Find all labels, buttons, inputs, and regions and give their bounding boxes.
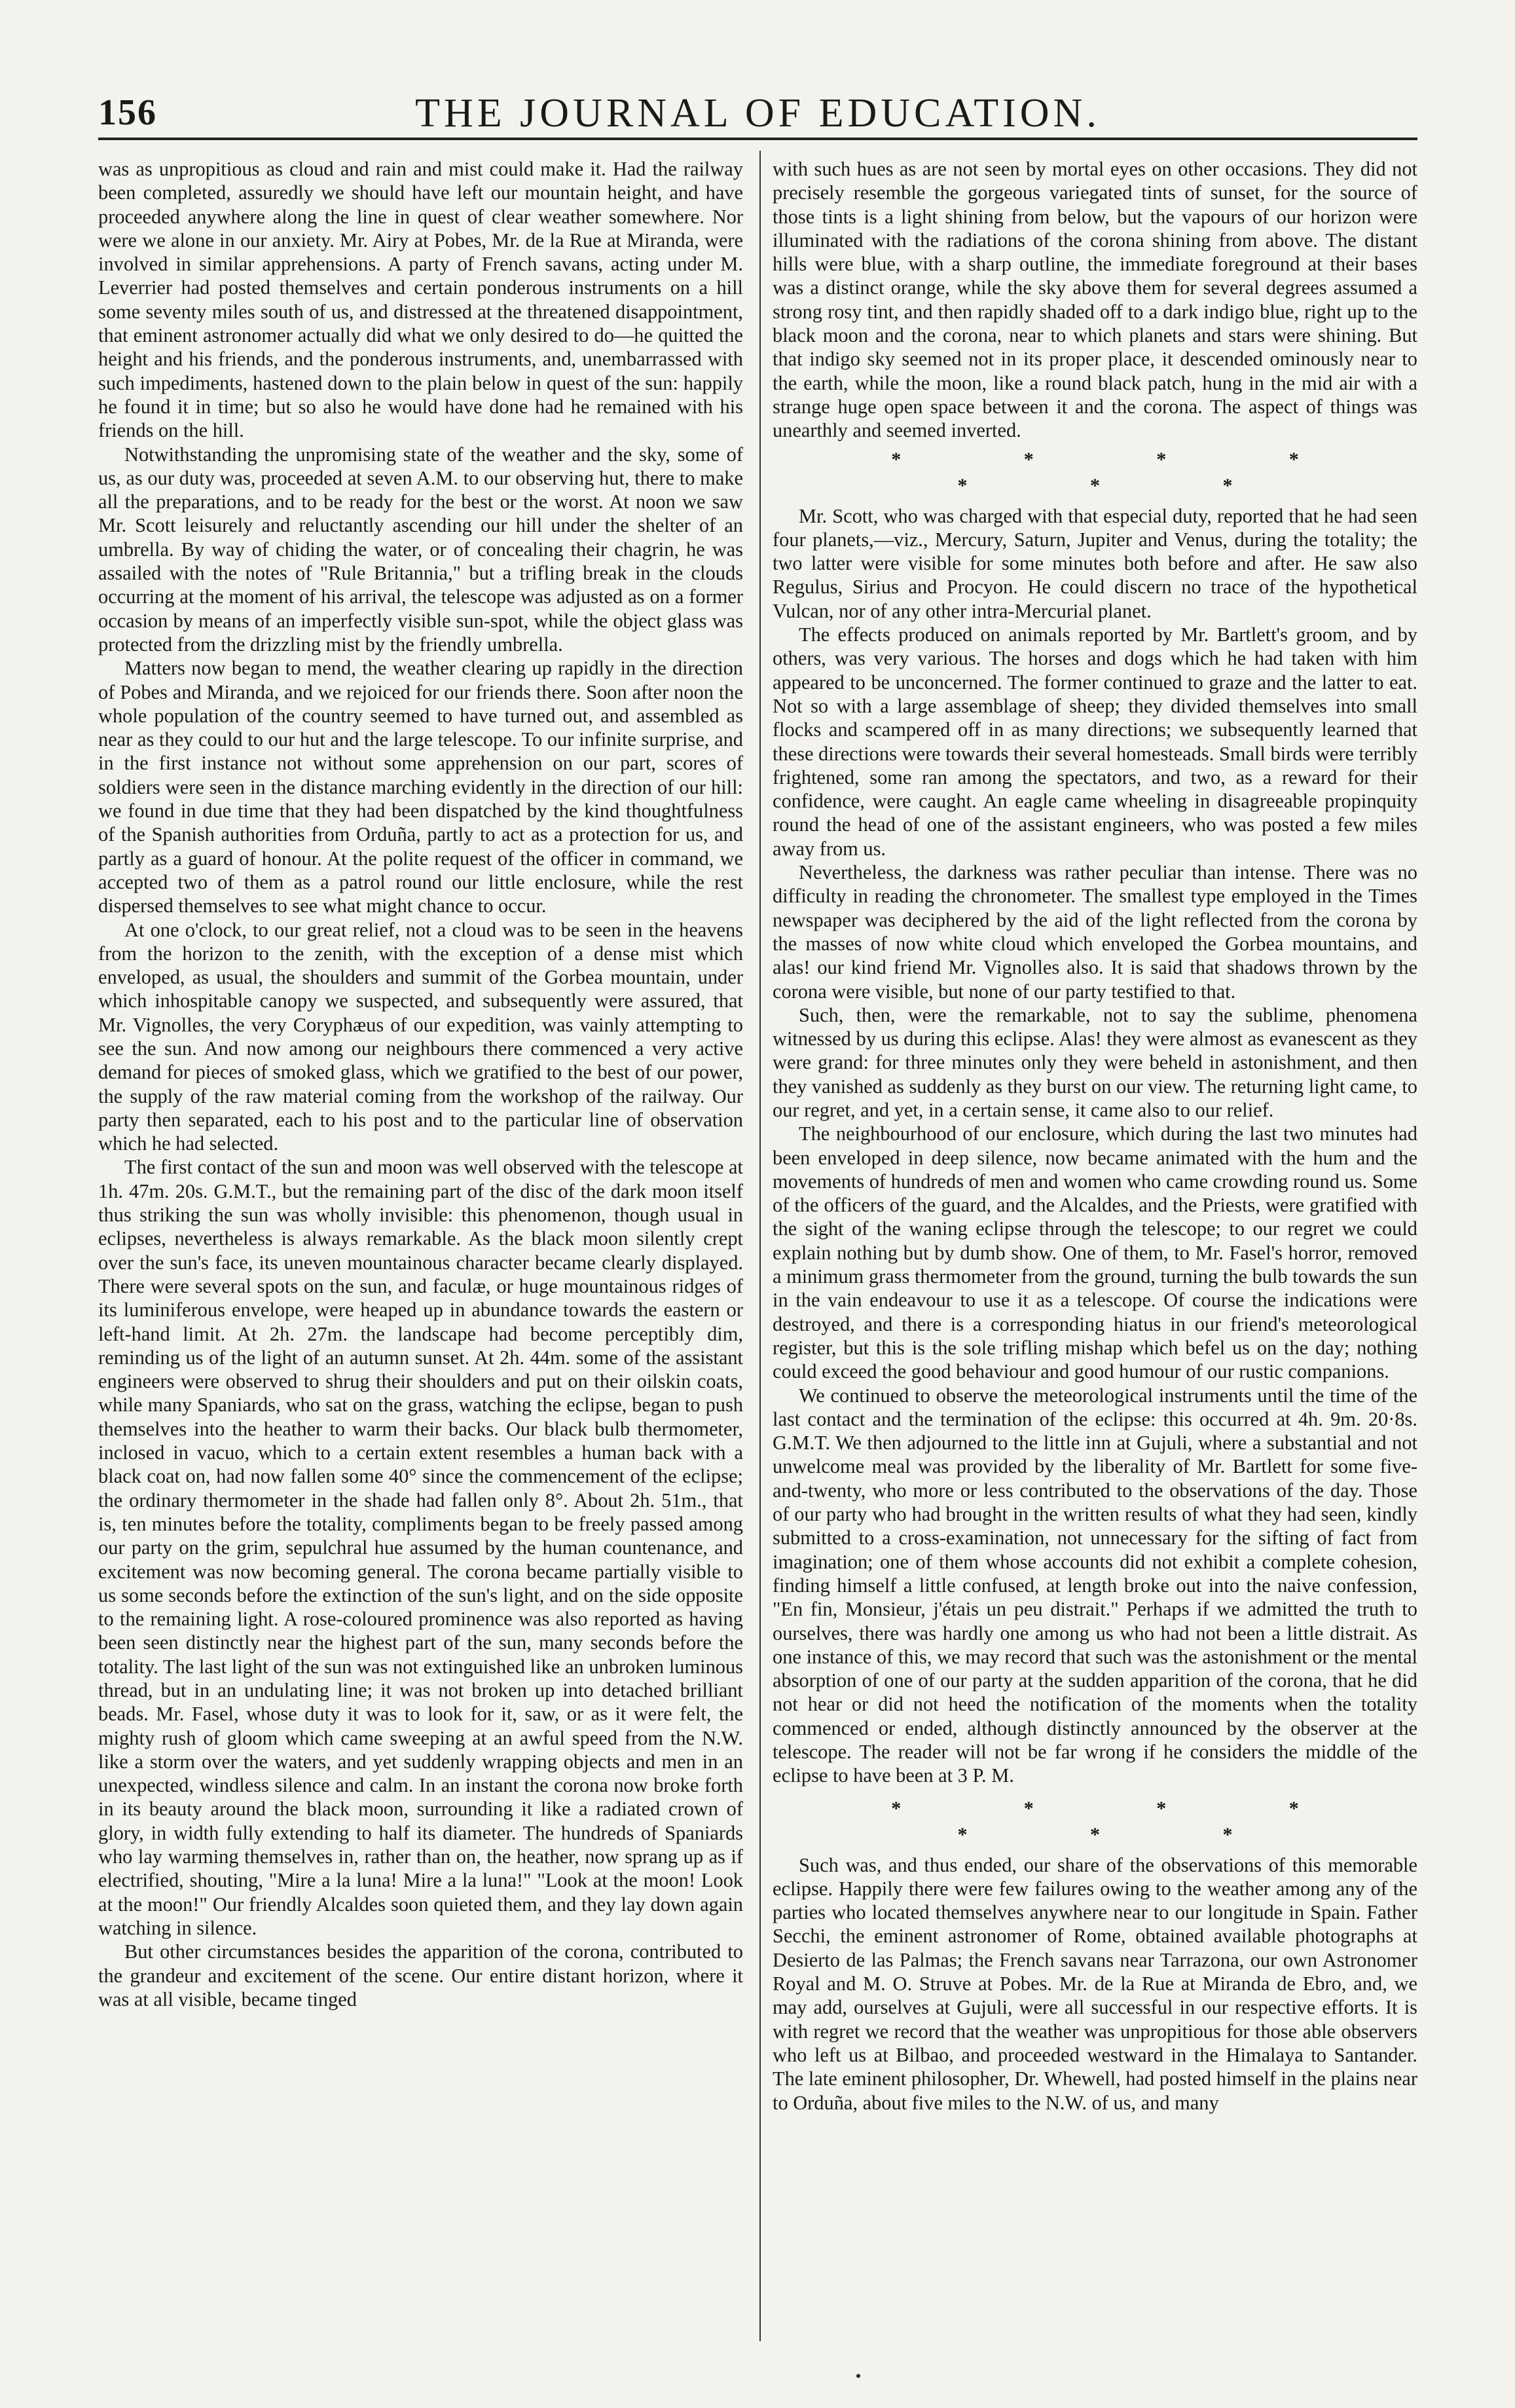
paragraph: Notwithstanding the unpromising state of the weather and the sky, some of us, as our duty was, proceeded at seven A.M. to our observing hut, there to make all the preparations, and to be ready for the best or the worst. At noon we saw Mr. Scott leisurely and reluctantly ascending our hill under the shelter of an umbrella. By way of chiding the water, or of concealing their chagrin, he was assailed with the notes of "Rule Britannia," but a trifling break in the clouds occurring at the moment of his arrival, the telescope was adjusted as on a former occasion by means of an imperfectly visible sun-spot, while the object glass was protected from the drizzling mist by the friendly umbrella. (98, 443, 743, 656)
column-divider (759, 151, 761, 2341)
paragraph: Such was, and thus ended, our share of the observations of this memorable eclipse. Happily there were few failures owing to the weather among any of the parties who located themselves anywhere near to our longitude in Spain. Father Secchi, the eminent astronomer of Rome, obtained available photographs at Desierto de las Palmas; the French savans near Tarrazona, our own Astronomer Royal and M. O. Struve at Pobes. Mr. de la Rue at Miranda de Ebro, and, we may add, ourselves at Gujuli, were all successful in our respective efforts. It is with regret we record that the weather was unpropitious for those able observers who left us at Bilbao, and proceeded westward in the Himalaya to Santander. The late eminent philosopher, Dr. Whewell, had posted himself in the plains near to Orduña, about five miles to the N.W. of us, and many (773, 1853, 1417, 2114)
page-header (98, 91, 1417, 140)
printer-mark (856, 2374, 860, 2378)
paragraph: Nevertheless, the darkness was rather peculiar than intense. There was no difficulty in reading the chronometer. The smallest type employed in the Times newspaper was deciphered by the aid of the light reflected from the corona by the masses of now white cloud which enveloped the Gorbea mountains, and alas! our kind friend Mr. Vignolles also. It is said that shadows thrown by the corona were visible, but none of our party testified to that. (773, 861, 1417, 1003)
section-break-stars: * * * * * * * (891, 448, 1358, 496)
paragraph: was as unpropitious as cloud and rain and mist could make it. Had the railway been completed, assuredly we should have left our mountain height, and have proceeded anywhere along the line in quest of clear weather somewhere. Nor were we alone in our anxiety. Mr. Airy at Pobes, Mr. de la Rue at Miranda, were involved in similar apprehensions. A party of French savans, acting under M. Leverrier had posted themselves and certain ponderous instruments on a hill some seventy miles south of us, and distressed at the threatened disappointment, that eminent astronomer actually did what we only desired to do—he quitted the height and his friends, and the ponderous instruments, and, unembarrassed with such impediments, hastened down to the plain below in quest of the sun: happily he found it in time; but so also he would have done had he remained with his friends on the hill. (98, 158, 743, 442)
paragraph: We continued to observe the meteorological instruments until the time of the last contact and the termination of the eclipse: this occurred at 4h. 9m. 20·8s. G.M.T. We then adjourned to the little inn at Gujuli, where a substantial and not unwelcome meal was provided by the liberality of Mr. Bartlett for some five-and-twenty, who more or less contributed to the observations of the day. Those of our party who had brought in the written results of what they had seen, kindly submitted to a cross-examination, not unnecessary for the sifting of fact from imagination; one of them whose accounts did not exhibit a complete cohesion, finding himself a little confused, at length broke out into the naive confession, "En fin, Monsieur, j'étais un peu distrait." Perhaps if we admitted the truth to ourselves, there was hardly one among us who had not been a little distrait. As one instance of this, we may record that such was the astonishment or the mental absorption of one of our party at the sudden apparition of the corona, that he did not hear or did not heed the notification of the moments when the totality commenced or ended, although distinctly announced by the observer at the telescope. The reader will not be far wrong if he considers the middle of the eclipse to have been at 3 P. M. (773, 1384, 1417, 1787)
paragraph: with such hues as are not seen by mortal eyes on other occasions. They did not precisely resemble the gorgeous variegated tints of sunset, for the source of those tints is a light shining from below, but the vapours of our horizon were illuminated with the radiations of the corona shining from above. The distant hills were blue, with a sharp outline, the immediate foreground at their bases was a distinct orange, while the sky above them for several degrees assumed a strong rosy tint, and then rapidly shaded off to a dark indigo blue, right up to the black moon and the corona, near to which planets and stars were shining. But that indigo sky seemed not in its proper place, it descended ominously near to the earth, while the moon, like a round black patch, hung in the mid air with a strange huge open space between it and the corona. The aspect of things was unearthly and seemed inverted. (773, 158, 1417, 442)
section-break-stars: * * * * * * * (891, 1797, 1358, 1845)
paragraph: At one o'clock, to our great relief, not a cloud was to be seen in the heavens from the horizon to the zenith, with the exception of a dense mist which enveloped, as usual, the shoulders and summit of the Gorbea mountain, under which inhospitable canopy we suspected, and subsequently were assured, that Mr. Vignolles, the very Coryphæus of our expedition, was vainly attempting to see the sun. And now among our neighbours there commenced a very active demand for pieces of smoked glass, which we gratified to the best of our power, the supply of the raw material coming from the workshop of the railway. Our party then separated, each to his post and to the particular line of observation which he had selected. (98, 918, 743, 1155)
paragraph: The effects produced on animals reported by Mr. Bartlett's groom, and by others, was very various. The horses and dogs which he had taken with him appeared to be unconcerned. The former continued to graze and the latter to eat. Not so with a large assemblage of sheep; they divided themselves into small flocks and scampered off in as many directions; we subsequently learned that these directions were towards their several homesteads. Small birds were terribly frightened, some ran among the spectators, and two, as a reward for their confidence, were caught. An eagle came wheeling in disagreeable propinquity round the head of one of the assistant engineers, who was posted a few miles away from us. (773, 623, 1417, 860)
paragraph: Mr. Scott, who was charged with that especial duty, reported that he had seen four planets,—viz., Mercury, Saturn, Jupiter and Venus, during the totality; the two latter were visible for some minutes both before and after. He saw also Regulus, Sirius and Procyon. He could discern no trace of the hypothetical Vulcan, nor of any other intra-Mercurial planet. (773, 504, 1417, 622)
right-column (773, 157, 1417, 2341)
journal-title: THE JOURNAL OF EDUCATION. (415, 91, 1101, 136)
paragraph: Such, then, were the remarkable, not to say the sublime, phenomena witnessed by us during this eclipse. Alas! they were almost as evanescent as they were grand: for three minutes only they were beheld in astonishment, and then they vanished as suddenly as they burst on our view. The returning light came, to our regret, and yet, in a certain sense, it came also to our relief. (773, 1003, 1417, 1121)
left-column (98, 157, 743, 2341)
paragraph: The neighbourhood of our enclosure, which during the last two minutes had been enveloped in deep silence, now became animated with the hum and the movements of hundreds of men and women who came crowding round us. Some of the officers of the guard, and the Alcaldes, and the Priests, were gratified with the sight of the waning eclipse through the telescope; to our regret we could explain nothing but by dumb show. One of them, to Mr. Fasel's horror, removed a minimum grass thermometer from the ground, turning the bulb towards the sun in the vain endeavour to use it as a telescope. Of course the indications were destroyed, and there is a corresponding hiatus in our friend's meteorological register, but this is the sole trifling mishap which befel us on the day; nothing could exceed the good behaviour and good humour of our rustic companions. (773, 1122, 1417, 1383)
paragraph: The first contact of the sun and moon was well observed with the telescope at 1h. 47m. 20s. G.M.T., but the remaining part of the disc of the dark moon itself thus striking the sun was wholly invisible: this phenomenon, though usual in eclipses, nevertheless is always remarkable. As the black moon silently crept over the sun's face, its uneven mountainous character became clearly displayed. There were several spots on the sun, and faculæ, or huge mountainous ridges of its luminiferous envelope, were heaped up in abundance towards the eastern or left-hand limit. At 2h. 27m. the landscape had become perceptibly dim, reminding us of the light of an autumn sunset. At 2h. 44m. some of the assistant engineers were observed to shrug their shoulders and put on their oilskin coats, while many Spaniards, who sat on the grass, watching the eclipse, began to push themselves into the heather to warm their backs. Our black bulb thermometer, inclosed in vacuo, which to a certain extent resembles a human back with a black coat on, had now fallen some 40° since the commencement of the eclipse; the ordinary thermometer in the shade had fallen only 8°. About 2h. 51m., that is, ten minutes before the totality, compliments began to be freely passed among our party on the grim, sepulchral hue assumed by the human countenance, and excitement was now becoming general. The corona became partially visible to us some seconds before the extinction of the sun's light, and on the side opposite to the remaining light. A rose-coloured prominence was also reported as having been seen distinctly near the highest part of the sun, many seconds before the totality. The last light of the sun was not extinguished like an unbroken luminous thread, but in an undulating line; it was not broken up into detached brilliant beads. Mr. Fasel, whose duty it was to look for it, saw, or as it were felt, the mighty rush of gloom which came sweeping at an awful speed from the N.W. like a storm over the waters, and yet suddenly wrapping objects and men in an unexpected, windless silence and calm. In an instant the corona now broke forth in its beauty around the black moon, surrounding it like a radiated crown of glory, in width fully extending to half its diameter. The hundreds of Spaniards who lay warming themselves in, rather than on, the heather, now sprang up as if electrified, shouting, "Mire a la luna! Mire a la luna!" "Look at the moon! Look at the moon!" Our friendly Alcaldes soon quieted them, and they lay down again watching in silence. (98, 1156, 743, 1939)
paragraph: Matters now began to mend, the weather clearing up rapidly in the direction of Pobes and Miranda, and we rejoiced for our friends there. Soon after noon the whole population of the country seemed to have turned out, and assembled as near as they could to our hut and the large telescope. To our infinite surprise, and in the first instance not without some apprehension on our part, scores of soldiers were seen in the distance marching evidently in the direction of our hill: we found in due time that they had been dispatched by the kind thoughtfulness of the Spanish authorities from Orduña, partly to act as a protection for us, and partly as a guard of honour. At the polite request of the officer in command, we accepted two of them as a patrol round our little enclosure, while the rest dispersed themselves to see what might chance to occur. (98, 657, 743, 917)
paragraph: But other circumstances besides the apparition of the corona, contributed to the grandeur and excitement of the scene. Our entire distant horizon, where it was at all visible, became tinged (98, 1940, 743, 2010)
page-number: 156 (98, 92, 157, 133)
